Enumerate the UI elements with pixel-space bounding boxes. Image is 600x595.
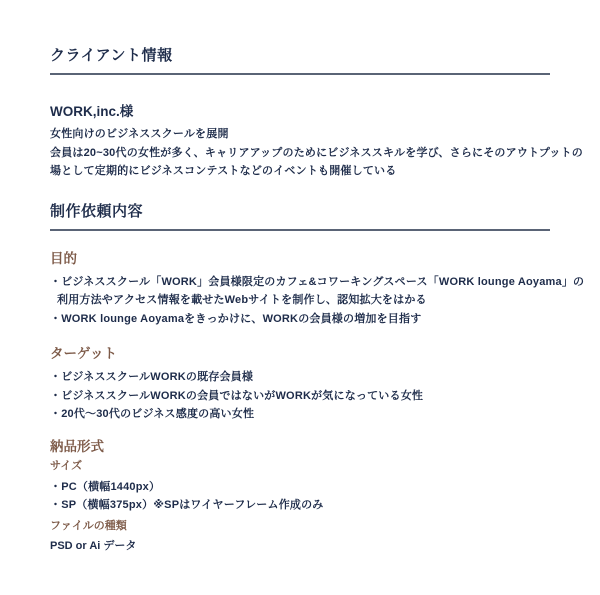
file-type-value: PSD or Ai データ xyxy=(50,539,137,552)
section-client-info xyxy=(50,47,590,181)
request-heading: 制作依頼内容 xyxy=(50,203,550,231)
size-list xyxy=(50,478,590,515)
subsection-delivery xyxy=(50,438,590,556)
purpose-label: 目的 xyxy=(50,250,77,266)
target-bullet-list xyxy=(50,368,590,424)
target-label: ターゲット xyxy=(50,346,117,361)
file-type-label: ファイルの種類 xyxy=(50,519,127,532)
purpose-bullet-item: ・WORK lounge Aoyamaをきっかけに、WORKの会員様の増加を目指す xyxy=(50,312,422,325)
target-bullet-item: ・ビジネススクールWORKの会員ではないがWORKが気になっている女性 xyxy=(50,389,424,402)
size-item: ・PC（横幅1440px） xyxy=(50,480,161,493)
description-line: 会員は20~30代の女性が多く、キャリアアップのためにビジネススキルを学び、さらにそのアウトプットの場として定期的にビジネスコンテストなどのイベントも開催している xyxy=(50,146,583,177)
purpose-bullet-item: ・ビジネススクール「WORK」会員様限定のカフェ&コワーキングスペース「WORK lounge Aoyama」の利用方法やアクセス情報を載せたWebサイトを制作し、認知拡大をはかる xyxy=(50,275,585,306)
size-label: サイズ xyxy=(50,459,83,472)
description-line: 女性向けのビジネススクールを展開 xyxy=(50,128,229,140)
target-bullet-item: ・20代〜30代のビジネス感度の高い女性 xyxy=(50,408,255,420)
purpose-bullet-list xyxy=(50,273,590,329)
delivery-label: 納品形式 xyxy=(50,438,104,454)
subsection-target xyxy=(50,345,590,424)
target-bullet-item: ・ビジネススクールWORKの既存会員様 xyxy=(50,371,254,383)
company-name: WORK,inc.様 xyxy=(50,104,134,119)
size-item: ・SP（横幅375px）※SPはワイヤーフレーム作成のみ xyxy=(50,499,324,511)
subsection-purpose xyxy=(50,250,590,329)
client-info-heading: クライアント情報 xyxy=(50,47,550,75)
section-request xyxy=(50,203,590,556)
company-description xyxy=(50,125,590,181)
